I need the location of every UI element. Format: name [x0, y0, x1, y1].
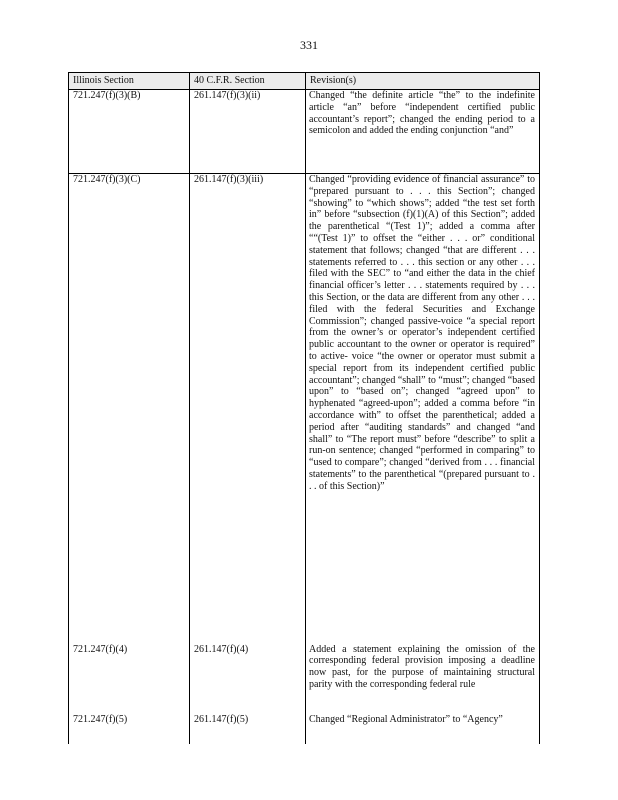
cfr-section-cell: 261.147(f)(5) [190, 714, 306, 744]
table-row [69, 644, 540, 714]
header-revisions: Revision(s) [306, 73, 540, 90]
revision-table [68, 72, 540, 744]
illinois-section-cell: 721.247(f)(3)(B) [69, 90, 190, 174]
illinois-section-cell: 721.247(f)(5) [69, 714, 190, 744]
cfr-section-cell: 261.147(f)(3)(ii) [190, 90, 306, 174]
revision-cell: Changed “Regional Administrator” to “Agency” [306, 714, 540, 744]
cfr-section-cell: 261.147(f)(3)(iii) [190, 174, 306, 644]
cfr-section-cell: 261.147(f)(4) [190, 644, 306, 714]
header-illinois-section: Illinois Section [69, 73, 190, 90]
revision-cell: Changed “providing evidence of financial assurance” to “prepared pursuant to . . . this Section”; changed “showing” to “which shows”; added “the test set forth in” before “subsection (f)(1)(A) of this Section”; added the parenthetical “(Test 1)”; added a comma after ““(Test 1)” to offset the “either . . . or” conditional statement that follows; changed “that are different . . . statements referred to . . . this section or any other . . . filed with the SEC” to “and either the data in the chief financial officer’s letter . . . statements required by . . . this Section, or the data are different from any other . . . filed with the federal Securities and Exchange Commission”; changed passive-voice “a special report from the owner’s or operator’s independent certified public accountant to the owner or operator is required” to active- voice “the owner or operator must submit a special report from its independent certified public accountant”; changed “shall” to “must”; changed “based upon” to “based on”; changed “agreed upon” to hyphenated “agreed-upon”; added a comma before “in accordance with” to offset the parenthetical; added a period after “auditing standards” and changed “and shall” to “The report must” before “describe” to split a run-on sentence; changed “performed in comparing” to “used to compare”; changed “derived from . . . financial statements” to the parenthetical “(prepared pursuant to . . . of this Section)” [306, 174, 540, 644]
table-header-row [69, 73, 540, 90]
illinois-section-cell: 721.247(f)(3)(C) [69, 174, 190, 644]
revision-cell: Added a statement explaining the omission of the corresponding federal provision imposing a deadline now past, for the purpose of maintaining structural parity with the corresponding federal rule [306, 644, 540, 714]
table-row [69, 174, 540, 644]
table-row [69, 90, 540, 174]
header-cfr-section: 40 C.F.R. Section [190, 73, 306, 90]
page-number: 331 [300, 38, 318, 52]
illinois-section-cell: 721.247(f)(4) [69, 644, 190, 714]
revision-cell: Changed “the definite article “the” to the indefinite article “an” before “independent certified public accountant’s report”; changed the ending period to a semicolon and added the ending conjunction “and” [306, 90, 540, 174]
table-row [69, 714, 540, 744]
